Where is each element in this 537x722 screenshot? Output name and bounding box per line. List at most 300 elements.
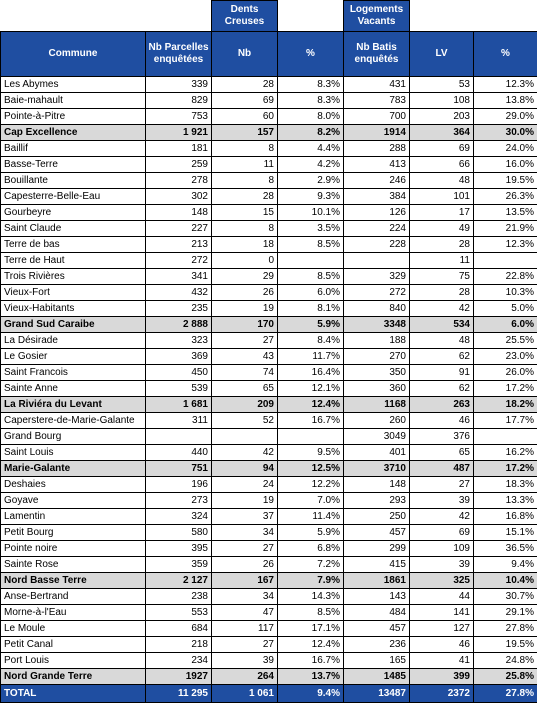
cell-nb-batis: 384: [344, 189, 410, 205]
cell-lv: 487: [410, 461, 474, 477]
table-row: [1, 509, 537, 525]
cell-nb-parcelles: 341: [146, 269, 212, 285]
table-row: [1, 301, 537, 317]
cell-pct: 7.9%: [278, 573, 344, 589]
cell-nb-batis: 246: [344, 173, 410, 189]
cell-nb-batis: 236: [344, 637, 410, 653]
cell-commune: Vieux-Habitants: [1, 301, 146, 317]
cell-pct-lv: 29.1%: [474, 605, 537, 621]
cell-nb: 43: [212, 349, 278, 365]
cell-commune: Morne-à-l'Eau: [1, 605, 146, 621]
group-subtotal-row: [1, 125, 537, 141]
table-row: [1, 381, 537, 397]
table-row: [1, 621, 537, 637]
cell-nb-parcelles: 440: [146, 445, 212, 461]
cell-pct-lv: 17.2%: [474, 461, 537, 477]
cell-nb: 74: [212, 365, 278, 381]
cell-lv: 141: [410, 605, 474, 621]
cell-pct-lv: [474, 429, 537, 445]
cell-commune: Terre de Haut: [1, 253, 146, 269]
cell-pct: [278, 429, 344, 445]
table-row: [1, 189, 537, 205]
cell-pct: 8.3%: [278, 93, 344, 109]
cell-lv: 325: [410, 573, 474, 589]
cell-commune: Sainte Rose: [1, 557, 146, 573]
cell-commune: Saint Francois: [1, 365, 146, 381]
cell-nb-batis: 1914: [344, 125, 410, 141]
cell-nb-batis: 840: [344, 301, 410, 317]
table-row: [1, 285, 537, 301]
table-row: [1, 333, 537, 349]
cell-lv: 263: [410, 397, 474, 413]
table-row: [1, 605, 537, 621]
cell-lv: 42: [410, 301, 474, 317]
cell-pct-lv: 26.0%: [474, 365, 537, 381]
cell-pct-lv: 13.3%: [474, 493, 537, 509]
cell-lv: 28: [410, 285, 474, 301]
cell-nb: 11: [212, 157, 278, 173]
table-row: [1, 157, 537, 173]
cell-nb-parcelles: 369: [146, 349, 212, 365]
cell-nb: 24: [212, 477, 278, 493]
cell-nb-parcelles: 339: [146, 77, 212, 93]
cell-pct-lv: 6.0%: [474, 317, 537, 333]
cell-lv: 39: [410, 557, 474, 573]
cell-nb-batis: 415: [344, 557, 410, 573]
cell-commune: Caperstere-de-Marie-Galante: [1, 413, 146, 429]
cell-nb-parcelles: 235: [146, 301, 212, 317]
header-nb: Nb: [212, 32, 278, 77]
cell-pct: 7.2%: [278, 557, 344, 573]
header-nb-parcelles: Nb Parcelles enquêtées: [146, 32, 212, 77]
cell-pct-lv: 10.3%: [474, 285, 537, 301]
cell-nb: 170: [212, 317, 278, 333]
cell-pct-lv: 16.8%: [474, 509, 537, 525]
cell-pct-lv: 12.3%: [474, 77, 537, 93]
cell-pct: 8.0%: [278, 109, 344, 125]
cell-pct: 12.2%: [278, 477, 344, 493]
table-row: [1, 493, 537, 509]
cell-commune: Basse-Terre: [1, 157, 146, 173]
cell-nb-batis: 783: [344, 93, 410, 109]
group-subtotal-row: [1, 573, 537, 589]
cell-nb: 167: [212, 573, 278, 589]
cell-nb: 19: [212, 493, 278, 509]
cell-nb-parcelles: 213: [146, 237, 212, 253]
cell-lv: 127: [410, 621, 474, 637]
cell-nb-batis: 329: [344, 269, 410, 285]
cell-commune: Cap Excellence: [1, 125, 146, 141]
header-dents-creuses: Dents Creuses: [212, 1, 278, 32]
cell-nb: 47: [212, 605, 278, 621]
cell-nb-parcelles: 359: [146, 557, 212, 573]
cell-lv: 53: [410, 77, 474, 93]
table-row: [1, 173, 537, 189]
cell-commune: Bouillante: [1, 173, 146, 189]
cell-pct: 7.0%: [278, 493, 344, 509]
cell-commune: La Désirade: [1, 333, 146, 349]
cell-nb-batis: 224: [344, 221, 410, 237]
cell-nb: 29: [212, 269, 278, 285]
cell-pct: 6.8%: [278, 541, 344, 557]
group-subtotal-row: [1, 317, 537, 333]
cell-nb: 27: [212, 541, 278, 557]
cell-nb-parcelles: 259: [146, 157, 212, 173]
cell-commune: Trois Rivières: [1, 269, 146, 285]
table-row: [1, 253, 537, 269]
total-pct-lv: 27.8%: [474, 685, 537, 703]
cell-commune: Pointe noire: [1, 541, 146, 557]
table-row: [1, 93, 537, 109]
cell-commune: Saint Claude: [1, 221, 146, 237]
cell-pct: 8.2%: [278, 125, 344, 141]
cell-nb: 157: [212, 125, 278, 141]
cell-pct-lv: 13.8%: [474, 93, 537, 109]
cell-nb-parcelles: 553: [146, 605, 212, 621]
cell-nb: 26: [212, 285, 278, 301]
cell-pct-lv: 23.0%: [474, 349, 537, 365]
cell-commune: Goyave: [1, 493, 146, 509]
cell-commune: Gourbeyre: [1, 205, 146, 221]
cell-pct: 8.5%: [278, 605, 344, 621]
header-row: [1, 32, 537, 77]
cell-pct-lv: [474, 253, 537, 269]
cell-pct: 8.4%: [278, 333, 344, 349]
cell-pct-lv: 15.1%: [474, 525, 537, 541]
cell-nb-batis: 431: [344, 77, 410, 93]
cell-commune: Port Louis: [1, 653, 146, 669]
cell-nb-parcelles: 227: [146, 221, 212, 237]
table-row: [1, 557, 537, 573]
table-row: [1, 365, 537, 381]
cell-nb: 94: [212, 461, 278, 477]
total-row: [1, 685, 537, 703]
table-row: [1, 653, 537, 669]
cell-nb: 69: [212, 93, 278, 109]
cell-lv: 42: [410, 509, 474, 525]
cell-pct: 12.1%: [278, 381, 344, 397]
cell-nb-parcelles: 302: [146, 189, 212, 205]
cell-pct: 13.7%: [278, 669, 344, 685]
table-row: [1, 77, 537, 93]
cell-nb-batis: 401: [344, 445, 410, 461]
cell-pct-lv: 18.3%: [474, 477, 537, 493]
cell-pct: [278, 253, 344, 269]
table-row: [1, 141, 537, 157]
total-nb: 1 061: [212, 685, 278, 703]
cell-commune: Lamentin: [1, 509, 146, 525]
cell-nb-parcelles: 181: [146, 141, 212, 157]
cell-nb-batis: 350: [344, 365, 410, 381]
table-row: [1, 269, 537, 285]
cell-pct: 8.3%: [278, 77, 344, 93]
cell-pct: 5.9%: [278, 525, 344, 541]
cell-commune: Les Abymes: [1, 77, 146, 93]
cell-lv: 62: [410, 381, 474, 397]
cell-lv: 69: [410, 141, 474, 157]
cell-nb-batis: 413: [344, 157, 410, 173]
cell-pct: 16.7%: [278, 653, 344, 669]
table-row: [1, 109, 537, 125]
cell-nb: 0: [212, 253, 278, 269]
cell-pct-lv: 24.0%: [474, 141, 537, 157]
group-subtotal-row: [1, 397, 537, 413]
cell-nb-batis: 188: [344, 333, 410, 349]
cell-nb: 264: [212, 669, 278, 685]
cell-nb-batis: 293: [344, 493, 410, 509]
cell-lv: 91: [410, 365, 474, 381]
cell-nb-parcelles: 1927: [146, 669, 212, 685]
cell-nb-parcelles: 234: [146, 653, 212, 669]
cell-nb-batis: 1168: [344, 397, 410, 413]
cell-nb: 27: [212, 637, 278, 653]
cell-pct-lv: 19.5%: [474, 637, 537, 653]
cell-nb: 37: [212, 509, 278, 525]
group-subtotal-row: [1, 461, 537, 477]
header-row-top: [1, 1, 537, 32]
cell-pct-lv: 16.2%: [474, 445, 537, 461]
cell-nb-batis: 1485: [344, 669, 410, 685]
cell-pct: 11.7%: [278, 349, 344, 365]
cell-nb-parcelles: 311: [146, 413, 212, 429]
cell-commune: Nord Basse Terre: [1, 573, 146, 589]
cell-nb-parcelles: 1 921: [146, 125, 212, 141]
cell-pct: 8.1%: [278, 301, 344, 317]
cell-pct: 6.0%: [278, 285, 344, 301]
table-row: [1, 525, 537, 541]
total-batis: 13487: [344, 685, 410, 703]
cell-nb-parcelles: 324: [146, 509, 212, 525]
cell-nb-parcelles: 539: [146, 381, 212, 397]
cell-nb: 117: [212, 621, 278, 637]
cell-lv: 48: [410, 173, 474, 189]
cell-nb-parcelles: 684: [146, 621, 212, 637]
cell-nb: 209: [212, 397, 278, 413]
cell-lv: 17: [410, 205, 474, 221]
cell-pct: 14.3%: [278, 589, 344, 605]
cell-pct-lv: 27.8%: [474, 621, 537, 637]
cell-nb-batis: 299: [344, 541, 410, 557]
cell-pct: 11.4%: [278, 509, 344, 525]
cell-commune: Saint Louis: [1, 445, 146, 461]
cell-nb-batis: 272: [344, 285, 410, 301]
table-row: [1, 445, 537, 461]
cell-nb-parcelles: 272: [146, 253, 212, 269]
cell-pct-lv: 9.4%: [474, 557, 537, 573]
cell-nb: 52: [212, 413, 278, 429]
cell-nb-parcelles: 238: [146, 589, 212, 605]
header-commune: Commune: [1, 32, 146, 77]
cell-nb-batis: 165: [344, 653, 410, 669]
cell-nb: 60: [212, 109, 278, 125]
table-row: [1, 205, 537, 221]
cell-lv: 27: [410, 477, 474, 493]
header-pct-lv: %: [474, 32, 537, 77]
total-lv: 2372: [410, 685, 474, 703]
cell-nb-batis: 484: [344, 605, 410, 621]
cell-nb: 34: [212, 525, 278, 541]
cell-commune: Deshaies: [1, 477, 146, 493]
cell-commune: Baillif: [1, 141, 146, 157]
cell-pct: 2.9%: [278, 173, 344, 189]
cell-nb-parcelles: 1 681: [146, 397, 212, 413]
cell-commune: Pointe-à-Pitre: [1, 109, 146, 125]
cell-nb: 19: [212, 301, 278, 317]
cell-nb-parcelles: 148: [146, 205, 212, 221]
cell-nb: 65: [212, 381, 278, 397]
cell-nb-parcelles: 432: [146, 285, 212, 301]
cell-nb-batis: 250: [344, 509, 410, 525]
cell-commune: Vieux-Fort: [1, 285, 146, 301]
cell-lv: 534: [410, 317, 474, 333]
cell-commune: Baie-mahault: [1, 93, 146, 109]
total-pct: 9.4%: [278, 685, 344, 703]
cell-lv: 49: [410, 221, 474, 237]
cell-nb: 18: [212, 237, 278, 253]
cell-pct-lv: 17.7%: [474, 413, 537, 429]
cell-lv: 69: [410, 525, 474, 541]
cell-lv: 66: [410, 157, 474, 173]
cell-nb-parcelles: 751: [146, 461, 212, 477]
table-row: [1, 237, 537, 253]
cell-lv: 44: [410, 589, 474, 605]
table-row: [1, 637, 537, 653]
cell-pct: 17.1%: [278, 621, 344, 637]
cell-pct-lv: 25.8%: [474, 669, 537, 685]
cell-pct-lv: 13.5%: [474, 205, 537, 221]
cell-pct-lv: 17.2%: [474, 381, 537, 397]
table-row: [1, 221, 537, 237]
table-body: [1, 77, 537, 685]
cell-nb-parcelles: 196: [146, 477, 212, 493]
cell-pct: 8.5%: [278, 237, 344, 253]
cell-nb-batis: 270: [344, 349, 410, 365]
cell-commune: Anse-Bertrand: [1, 589, 146, 605]
cell-commune: Petit Canal: [1, 637, 146, 653]
cell-pct-lv: 19.5%: [474, 173, 537, 189]
cell-pct: 4.2%: [278, 157, 344, 173]
cell-lv: 46: [410, 413, 474, 429]
cell-nb-parcelles: 580: [146, 525, 212, 541]
header-nb-batis: Nb Batis enquêtés: [344, 32, 410, 77]
cell-lv: 75: [410, 269, 474, 285]
cell-pct: 12.4%: [278, 397, 344, 413]
cell-pct-lv: 5.0%: [474, 301, 537, 317]
cell-nb-batis: 457: [344, 525, 410, 541]
cell-lv: 41: [410, 653, 474, 669]
cell-nb: 8: [212, 141, 278, 157]
cell-nb: 39: [212, 653, 278, 669]
header-pct-dents: %: [278, 32, 344, 77]
cell-commune: Le Gosier: [1, 349, 146, 365]
cell-nb-parcelles: 273: [146, 493, 212, 509]
cell-pct-lv: 21.9%: [474, 221, 537, 237]
cell-nb-parcelles: [146, 429, 212, 445]
cell-nb: 8: [212, 221, 278, 237]
cell-nb: 42: [212, 445, 278, 461]
cell-nb: 34: [212, 589, 278, 605]
cell-lv: 62: [410, 349, 474, 365]
table-row: [1, 413, 537, 429]
cell-lv: 39: [410, 493, 474, 509]
cell-nb-parcelles: 450: [146, 365, 212, 381]
cell-commune: Grand Sud Caraibe: [1, 317, 146, 333]
cell-nb-batis: 288: [344, 141, 410, 157]
cell-pct: 4.4%: [278, 141, 344, 157]
header-lv: LV: [410, 32, 474, 77]
table-row: [1, 477, 537, 493]
group-subtotal-row: [1, 669, 537, 685]
cell-pct-lv: 36.5%: [474, 541, 537, 557]
cell-nb-batis: 700: [344, 109, 410, 125]
cell-lv: 376: [410, 429, 474, 445]
cell-nb-parcelles: 323: [146, 333, 212, 349]
cell-pct-lv: 26.3%: [474, 189, 537, 205]
total-parcelles: 11 295: [146, 685, 212, 703]
cell-nb-batis: [344, 253, 410, 269]
cell-lv: 11: [410, 253, 474, 269]
cell-pct: 12.4%: [278, 637, 344, 653]
cell-commune: Marie-Galante: [1, 461, 146, 477]
cell-pct-lv: 18.2%: [474, 397, 537, 413]
cell-nb-parcelles: 753: [146, 109, 212, 125]
cell-nb-parcelles: 2 127: [146, 573, 212, 589]
cell-commune: Terre de bas: [1, 237, 146, 253]
total-label: TOTAL: [1, 685, 146, 703]
cell-pct-lv: 30.7%: [474, 589, 537, 605]
cell-nb: 26: [212, 557, 278, 573]
cell-lv: 101: [410, 189, 474, 205]
cell-commune: Capesterre-Belle-Eau: [1, 189, 146, 205]
cell-commune: Le Moule: [1, 621, 146, 637]
cell-pct: 10.1%: [278, 205, 344, 221]
cell-nb-batis: 3710: [344, 461, 410, 477]
cell-lv: 109: [410, 541, 474, 557]
cell-nb: [212, 429, 278, 445]
cell-pct-lv: 24.8%: [474, 653, 537, 669]
cell-commune: La Riviéra du Levant: [1, 397, 146, 413]
cell-nb: 8: [212, 173, 278, 189]
cell-nb-batis: 260: [344, 413, 410, 429]
cell-nb-batis: 143: [344, 589, 410, 605]
cell-lv: 203: [410, 109, 474, 125]
cell-lv: 65: [410, 445, 474, 461]
cell-lv: 364: [410, 125, 474, 141]
cell-nb-batis: 360: [344, 381, 410, 397]
cell-nb: 27: [212, 333, 278, 349]
cell-nb-batis: 228: [344, 237, 410, 253]
cell-pct-lv: 16.0%: [474, 157, 537, 173]
cell-nb-parcelles: 278: [146, 173, 212, 189]
cell-pct-lv: 29.0%: [474, 109, 537, 125]
cell-nb-batis: 3348: [344, 317, 410, 333]
cell-nb-batis: 148: [344, 477, 410, 493]
cell-commune: Nord Grande Terre: [1, 669, 146, 685]
cell-commune: Petit Bourg: [1, 525, 146, 541]
cell-nb: 15: [212, 205, 278, 221]
header-logements-vacants: Logements Vacants: [344, 1, 410, 32]
cell-nb-batis: 3049: [344, 429, 410, 445]
cell-nb-parcelles: 829: [146, 93, 212, 109]
cell-nb: 28: [212, 77, 278, 93]
cell-nb-batis: 126: [344, 205, 410, 221]
cell-pct: 12.5%: [278, 461, 344, 477]
cell-pct: 8.5%: [278, 269, 344, 285]
table-row: [1, 429, 537, 445]
cell-pct-lv: 10.4%: [474, 573, 537, 589]
cell-pct: 3.5%: [278, 221, 344, 237]
cell-nb-parcelles: 218: [146, 637, 212, 653]
